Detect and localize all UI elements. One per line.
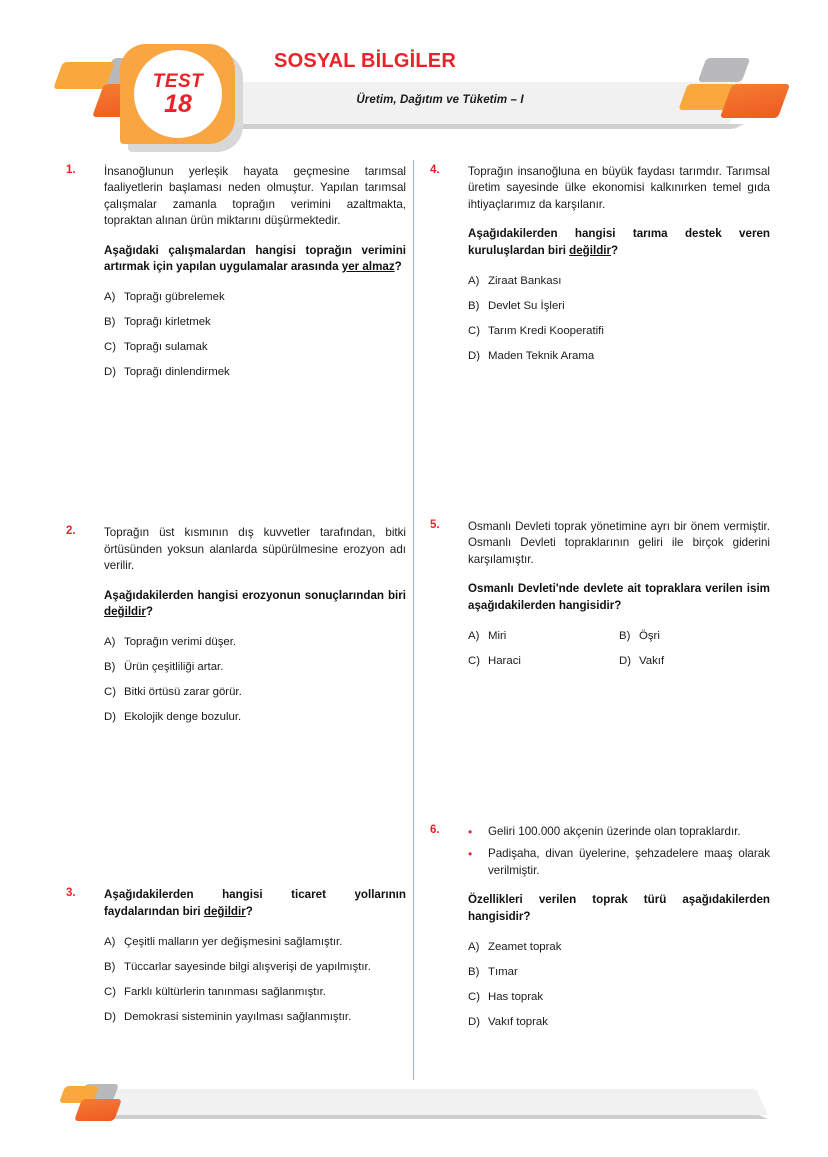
option-d[interactable] xyxy=(619,653,770,669)
option-text: Toprağı gübrelemek xyxy=(124,291,225,304)
option-text: Toprağı sulamak xyxy=(124,341,208,354)
option-text: Öşri xyxy=(639,630,660,643)
option-letter: D) xyxy=(468,350,481,363)
option-letter: B) xyxy=(468,300,480,313)
option-letter: C) xyxy=(468,991,481,1004)
option-b[interactable] xyxy=(619,628,770,644)
option-text: Toprağın verimi düşer. xyxy=(124,636,237,649)
question-number: 6. xyxy=(430,824,440,837)
options-list xyxy=(468,939,770,1030)
option-letter: A) xyxy=(468,275,480,288)
bullet-text: Padişaha, divan üyelerine, şehzadelere maaş olarak verilmiştir. xyxy=(488,847,770,877)
option-letter: A) xyxy=(104,936,116,949)
footer-bar xyxy=(96,1089,756,1115)
option-letter: B) xyxy=(104,316,116,329)
question-number: 4. xyxy=(430,164,440,176)
option-letter: B) xyxy=(104,961,116,974)
option-c[interactable] xyxy=(468,653,619,669)
prompt-pre: Özellikleri verilen toprak türü aşağıdakilerden hangisidir? xyxy=(468,893,770,923)
question-prompt xyxy=(468,892,770,925)
option-d[interactable] xyxy=(104,364,406,380)
option-letter: C) xyxy=(104,686,117,699)
option-text: Tarım Kredi Kooperatifi xyxy=(488,325,604,338)
option-text: Haraci xyxy=(488,655,521,668)
option-text: Tüccarlar sayesinde bilgi alışverişi de yapılmıştır. xyxy=(124,961,371,974)
option-letter: C) xyxy=(104,986,117,999)
question-6 xyxy=(430,824,770,1030)
option-letter: C) xyxy=(468,325,481,338)
prompt-post: ? xyxy=(245,904,253,918)
question-2 xyxy=(66,525,406,725)
bullet-dot-icon: • xyxy=(468,825,473,840)
option-text: Çeşitli malların yer değişmesini sağlamıştır. xyxy=(124,936,343,949)
option-text: Tımar xyxy=(488,966,518,979)
prompt-underlined: değildir xyxy=(569,243,612,257)
option-b[interactable] xyxy=(104,659,406,675)
prompt-pre: Osmanlı Devleti'nde devlete ait topraklara verilen isim aşağıdakilerden hangisidir? xyxy=(468,582,770,612)
decorative-parallelogram-orange-footer xyxy=(74,1099,122,1121)
question-prompt xyxy=(104,887,406,920)
option-a[interactable] xyxy=(468,628,619,644)
option-b[interactable] xyxy=(104,314,406,330)
option-text: Ekolojik denge bozulur. xyxy=(124,711,242,724)
list-item xyxy=(468,824,770,840)
question-prompt xyxy=(104,243,406,276)
bullet-list xyxy=(468,824,770,879)
option-c[interactable] xyxy=(104,684,406,700)
question-stem: İnsanoğlunun yerleşik hayata geçmesine tarımsal faaliyetlerin başlaması neden olmuştur. Yapılan tarımsal çalışmalar zamanla toprağın verimini azaltmakta, topraktan alınan ürün miktarını düşürmektedir. xyxy=(104,165,406,228)
option-text: Miri xyxy=(488,630,507,643)
question-stem: Toprağın üst kısmının dış kuvvetler tarafından, bitki örtüsünden yoksun alanlarda süpürülmesine erozyon adı verilir. xyxy=(104,526,406,573)
options-list xyxy=(468,273,770,364)
option-b[interactable] xyxy=(104,959,406,975)
option-text: Toprağı dinlendirmek xyxy=(124,366,230,379)
prompt-underlined: yer almaz xyxy=(341,260,395,274)
question-prompt xyxy=(468,581,770,614)
option-text: Ziraat Bankası xyxy=(488,275,562,288)
option-a[interactable] xyxy=(104,934,406,950)
question-number: 5. xyxy=(430,519,440,532)
option-b[interactable] xyxy=(468,298,770,314)
prompt-pre: Aşağıdakilerden hangisi ticaret yollarının faydalarından biri xyxy=(104,888,406,918)
option-letter: A) xyxy=(468,630,480,643)
prompt-pre: Aşağıdaki çalışmalardan hangisi toprağın verimini artırmak için yapılan uygulamalar arasında xyxy=(104,243,406,274)
question-number: 2. xyxy=(66,525,76,538)
test-badge xyxy=(134,50,222,138)
right-column xyxy=(430,164,770,1039)
bullet-dot-icon: • xyxy=(468,847,473,862)
option-d[interactable] xyxy=(468,1014,770,1030)
option-letter: C) xyxy=(468,655,481,668)
question-number: 3. xyxy=(66,887,76,900)
prompt-underlined: değildir xyxy=(203,904,246,918)
option-text: Maden Teknik Arama xyxy=(488,350,595,363)
list-item xyxy=(468,846,770,879)
test-badge-label: TEST xyxy=(152,70,204,92)
options-list xyxy=(104,634,406,725)
question-4 xyxy=(430,164,770,364)
question-1 xyxy=(66,164,406,380)
option-letter: A) xyxy=(468,941,480,954)
option-letter: C) xyxy=(104,341,117,354)
question-stem: Toprağın insanoğluna en büyük faydası tarımdır. Tarımsal üretim sayesinde ülke ekonomisi kalkınırken temel gıda ihtiyaçlarımız da karşılanır. xyxy=(468,165,770,211)
option-letter: B) xyxy=(619,630,631,643)
option-letter: D) xyxy=(104,1011,117,1024)
prompt-post: ? xyxy=(611,243,619,257)
column-divider xyxy=(413,160,414,1080)
option-letter: D) xyxy=(468,1016,481,1029)
test-badge-number: 18 xyxy=(164,89,192,118)
option-letter: A) xyxy=(104,636,116,649)
bullet-text: Geliri 100.000 akçenin üzerinde olan topraklardır. xyxy=(488,825,741,839)
question-5 xyxy=(430,519,770,669)
question-prompt xyxy=(468,226,770,259)
option-d[interactable] xyxy=(104,1009,406,1025)
page-subtitle: Üretim, Dağıtım ve Tüketim – I xyxy=(356,94,524,106)
option-letter: A) xyxy=(104,291,116,304)
option-text: Vakıf xyxy=(639,655,665,668)
option-d[interactable] xyxy=(468,348,770,364)
option-a[interactable] xyxy=(468,939,770,955)
option-text: Ürün çeşitliliği artar. xyxy=(124,661,224,674)
option-letter: B) xyxy=(468,966,480,979)
option-text: Has toprak xyxy=(488,991,544,1004)
prompt-pre: Aşağıdakilerden hangisi tarıma destek veren kuruluşlardan biri xyxy=(468,227,770,257)
left-column xyxy=(66,164,406,1034)
question-prompt xyxy=(104,588,406,621)
options-list xyxy=(104,289,406,380)
question-number: 1. xyxy=(66,164,76,176)
option-a[interactable] xyxy=(468,273,770,289)
prompt-underlined: değildir xyxy=(104,605,146,619)
option-a[interactable] xyxy=(104,289,406,305)
option-c[interactable] xyxy=(468,323,770,339)
prompt-post: ? xyxy=(145,605,153,619)
option-text: Toprağı kirletmek xyxy=(124,316,211,329)
option-letter: D) xyxy=(104,711,117,724)
question-3 xyxy=(66,887,406,1025)
page-header xyxy=(0,0,828,150)
option-d[interactable] xyxy=(104,709,406,725)
prompt-post: ? xyxy=(394,260,402,274)
options-list xyxy=(104,934,406,1025)
option-letter: D) xyxy=(619,655,632,668)
option-letter: B) xyxy=(104,661,116,674)
option-c[interactable] xyxy=(104,339,406,355)
option-text: Devlet Su İşleri xyxy=(488,300,565,313)
option-text: Farklı kültürlerin tanınması sağlanmıştır. xyxy=(124,986,326,999)
decorative-parallelogram-orange-right xyxy=(720,84,790,118)
option-c[interactable] xyxy=(104,984,406,1000)
option-letter: D) xyxy=(104,366,117,379)
option-c[interactable] xyxy=(468,989,770,1005)
option-text: Bitki örtüsü zarar görür. xyxy=(124,686,242,699)
option-b[interactable] xyxy=(468,964,770,980)
prompt-pre: Aşağıdakilerden hangisi erozyonun sonuçlarından biri xyxy=(104,588,406,602)
options-list xyxy=(468,628,770,669)
option-text: Demokrasi sisteminin yayılması sağlanmıştır. xyxy=(124,1011,352,1024)
option-a[interactable] xyxy=(104,634,406,650)
footer-bar-shadow xyxy=(101,1115,759,1119)
page-title: SOSYAL BİLGİLER xyxy=(274,50,456,72)
option-text: Vakıf toprak xyxy=(488,1016,548,1029)
option-text: Zeamet toprak xyxy=(488,941,562,954)
question-stem: Osmanlı Devleti toprak yönetimine ayrı bir önem vermiştir. Osmanlı Devleti topraklarının geliri ile birçok giderini karşılamıştır. xyxy=(468,520,770,566)
